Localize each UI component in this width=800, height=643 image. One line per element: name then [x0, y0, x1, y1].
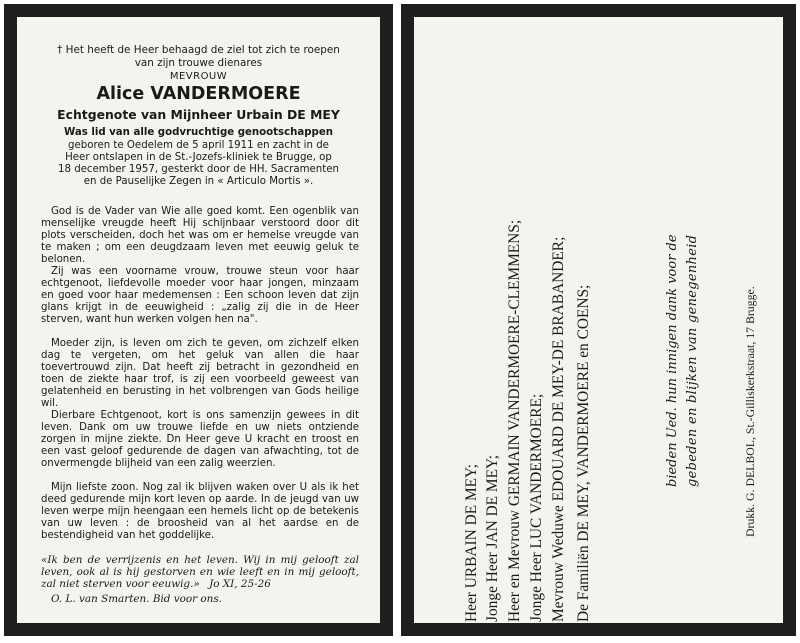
title-honorific: MEVROUW: [169, 71, 228, 82]
deceased-name: Alice VANDERMOERE: [96, 84, 301, 104]
membership-line: Was lid van alle godvruchtige genootschappen: [63, 127, 333, 138]
right-card: [401, 4, 796, 636]
paragraph-2: Zij was een voorname vrouw, trouwe steun voor haar echtgenoot, liefdevolle moeder voor haar jongen, minzaam en goed voor haar medemensen : Een schoon leven dat zijn glans krijgt in de eeuwigheid : „zalig zij die in de Heer sterven, want hun werken volgen hen na".: [41, 266, 359, 325]
printer-line: Drukk. G. DELBOL, St.-Gilliskerkstraat, 17 Brugge.: [743, 286, 757, 537]
family-line-5: Mevrouw Weduwe EDOUARD DE MEY-DE BRABANDER;: [550, 236, 567, 622]
thanks-line-1: bieden Ued. hun innigen dank voor de: [665, 234, 680, 487]
scripture-quote: [41, 554, 359, 590]
closing-prayer: O. L. van Smarten. Bid voor ons.: [51, 593, 222, 605]
family-line-2: Jonge Heer JAN DE MEY;: [484, 455, 501, 622]
paragraph-4: Dierbare Echtgenoot, kort is ons samenzijn gewees in dit leven. Dank om uw trouwe liefde en uw niets ontziende zorgen in mijne ziekte. Dn Heer geve U kracht en troost en een vast geloof gedurende de dagen van afwachting, tot de onvermengde blijheid van een zalig weerzien.: [41, 410, 359, 469]
paragraph-3: Moeder zijn, is leven om zich te geven, om zichzelf elken dag te vergeten, om het geluk van allen die haar toevertrouwd zijn. Dat heeft zij betracht in gezondheid en toen de ziekte haar trof, is zij een voorbeeld geweest van gelatenheid en berusting in het volbrengen van Gods heilige wil.: [41, 338, 359, 409]
family-line-3: Heer en Mevrouw GERMAIN VANDERMOERE-CLEMMENS;: [506, 219, 523, 622]
intro-line-1: † Het heeft de Heer behaagd de ziel tot zich te roepen: [57, 44, 340, 56]
paragraph-5: Mijn liefste zoon. Nog zal ik blijven waken over U als ik het deed gedurende mijn kort leven op aarde. In de jeugd van uw leven werpe mijn heengaan een hemels licht op de betekenis van uw leven : de broosheid van al het aardse en de bestendigheid van het goddelijke.: [41, 482, 359, 541]
right-card-paper: [414, 17, 783, 623]
thanks-line-2: gebeden en blijken van genegenheid: [685, 234, 700, 487]
intro-line-2: van zijn trouwe dienares: [134, 57, 263, 69]
family-line-1: Heer URBAIN DE MEY;: [463, 463, 480, 622]
birth-line-2: Heer ontslapen in de St.-Jozefs-kliniek te Brugge, op: [65, 152, 332, 163]
scripture-reference: Jo XI, 25-26: [209, 578, 271, 590]
birth-line-3: 18 december 1957, gesterkt door de HH. Sacramenten: [58, 164, 339, 175]
family-line-6: De Familiën DE MEY, VANDERMOERE en COENS;: [575, 284, 592, 622]
spouse-line: Echtgenote van Mijnheer Urbain DE MEY: [57, 107, 340, 122]
family-line-4: Jonge Heer LUC VANDERMOERE;: [528, 393, 545, 622]
birth-line-1: geboren te Oedelem de 5 april 1911 en zacht in de: [68, 140, 329, 151]
birth-line-4: en de Pauselijke Zegen in « Articulo Mortis ».: [83, 176, 314, 187]
left-card: [4, 4, 393, 636]
left-card-paper: [17, 17, 380, 623]
scripture-quote-text: «Ik ben de verrijzenis en het leven. Wij in mij gelooft zal leven, ook al is hij gestorven en wie leeft en in mij gelooft, zal niet sterven voor eeuwig.»: [41, 554, 359, 590]
paragraph-1: God is de Vader van Wie alle goed komt. Een ogenblik van menselijke vreugde heeft Hij schijnbaar verstoord door dit plots verscheiden, doch het was om er hemelse vreugde van te maken ; om een deugdzaam leven met eeuwig geluk te belonen.: [41, 206, 359, 265]
